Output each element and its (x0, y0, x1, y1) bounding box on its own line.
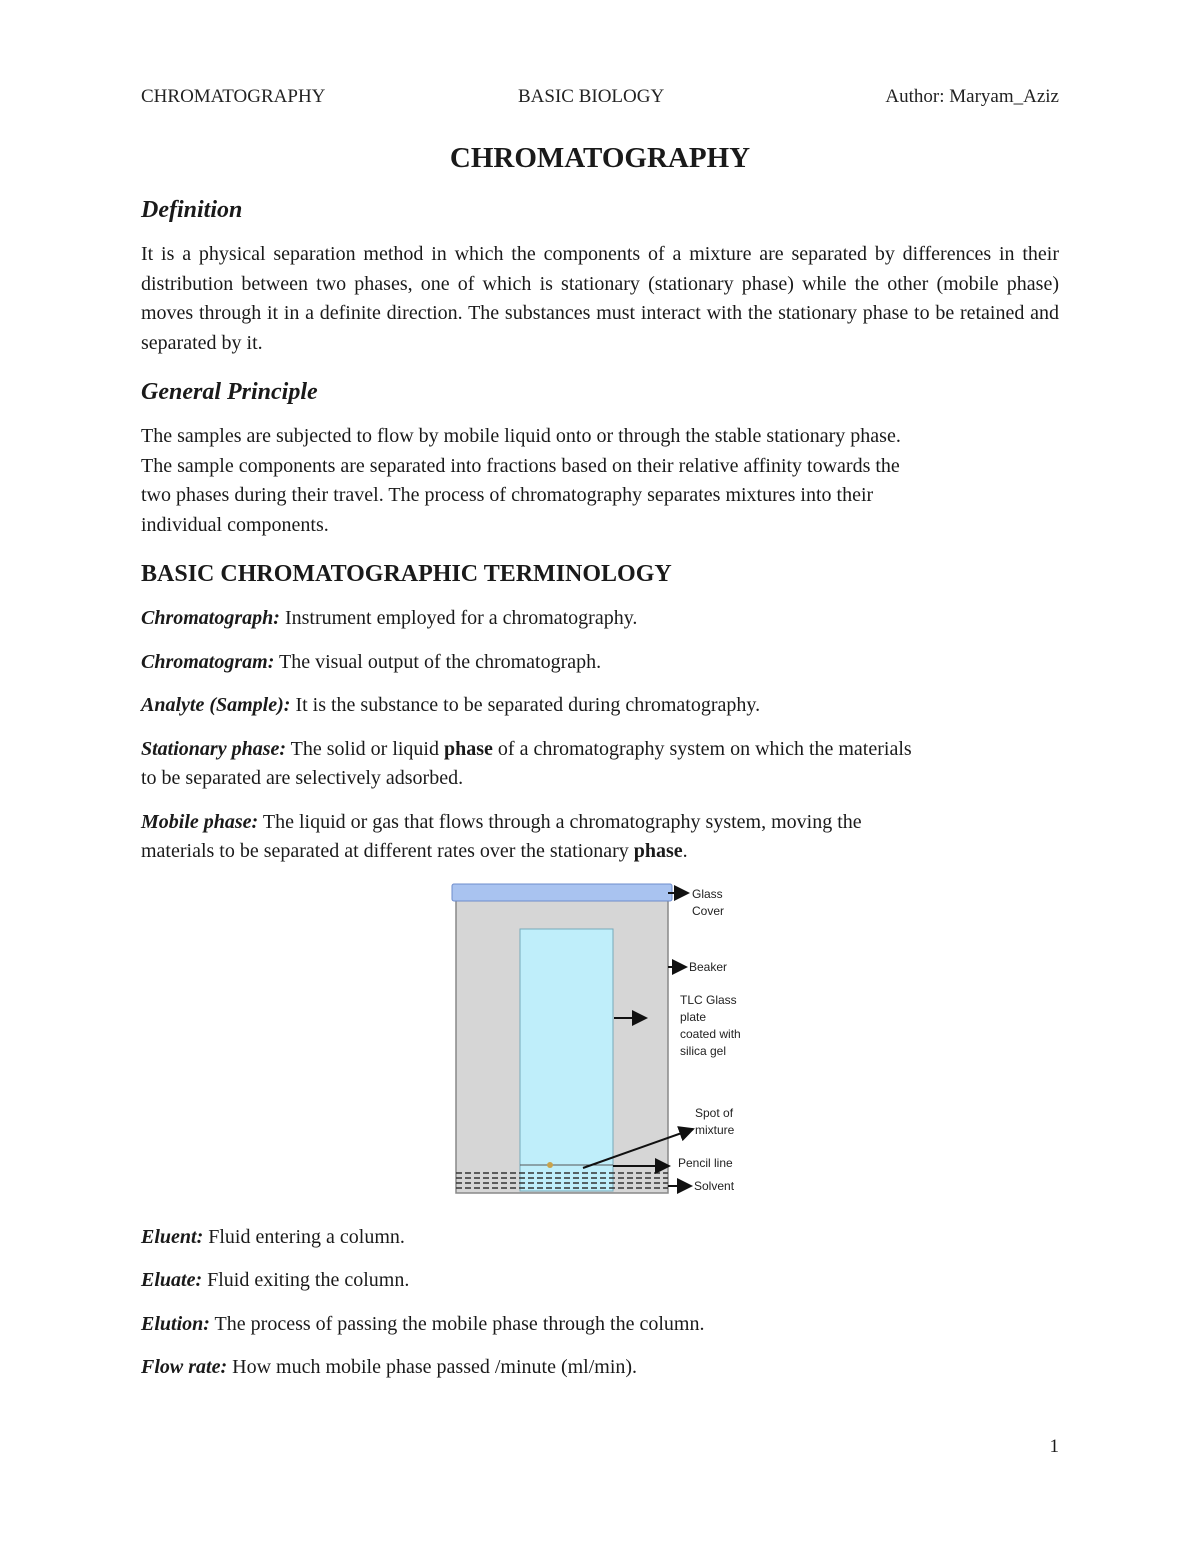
document-body (141, 138, 1059, 1383)
term-definition-line-2: materials to be separated at different rates over the stationary (141, 840, 634, 862)
label-glass: Glass (692, 886, 723, 901)
term-bold-word: phase (633, 840, 683, 862)
term-chromatogram (141, 648, 1059, 678)
term-definition: The process of passing the mobile phase through the column. (209, 1312, 705, 1335)
term-name: Elution: (141, 1312, 210, 1335)
principle-text (141, 422, 1059, 540)
term-analyte (141, 691, 1059, 721)
label-spot-1: Spot of (695, 1105, 734, 1120)
term-definition-cont: of a chromatography system on which the materials (492, 737, 912, 760)
terminology-heading: BASIC CHROMATOGRAPHIC TERMINOLOGY (141, 561, 672, 587)
term-flow-rate (141, 1353, 1059, 1383)
principle-heading: General Principle (141, 379, 318, 405)
mixture-spot (547, 1162, 553, 1168)
term-definition: The liquid or gas that flows through a chromatography system, moving the (258, 810, 862, 833)
term-stationary-phase (141, 735, 1059, 794)
header-left: CHROMATOGRAPHY (141, 86, 326, 107)
term-definition: Fluid entering a column. (203, 1225, 405, 1248)
tlc-diagram (141, 875, 1059, 1215)
term-definition: Instrument employed for a chromatography. (279, 607, 638, 629)
term-name: Stationary phase: (141, 737, 287, 760)
term-eluate (141, 1266, 1059, 1296)
header-center: BASIC BIOLOGY (518, 86, 665, 107)
label-tlc-4: silica gel (680, 1043, 727, 1058)
term-definition: Fluid exiting the column. (202, 1269, 410, 1291)
label-solvent: Solvent (694, 1178, 735, 1193)
principle-line-2: The sample components are separated into fractions based on their relative affinity towards the (141, 454, 900, 477)
term-name: Flow rate: (141, 1356, 228, 1378)
term-elution (141, 1310, 1059, 1340)
label-pencil-line: Pencil line (678, 1155, 733, 1170)
label-tlc-3: coated with (680, 1026, 741, 1041)
term-chromatograph (141, 604, 1059, 634)
term-definition-end: . (682, 840, 688, 862)
principle-line-4: individual components. (141, 513, 329, 536)
term-name: Eluent: (141, 1225, 204, 1248)
term-name: Mobile phase: (141, 810, 259, 833)
label-spot-2: mixture (695, 1122, 735, 1137)
term-bold-word: phase (444, 737, 493, 760)
term-eluent (141, 1223, 1059, 1253)
term-definition: How much mobile phase passed /minute (ml/min). (227, 1356, 638, 1378)
label-tlc-2: plate (680, 1009, 707, 1024)
principle-line-3: two phases during their travel. The process of chromatography separates mixtures into their (141, 484, 874, 506)
term-name: Chromatogram: (141, 650, 275, 673)
definition-text: It is a physical separation method in which the components of a mixture are separated by differences in their distribution between two phases, one of which is stationary (stationary phase) while the other (mobile phase) moves through it in a definite direction. The substances must interact with the stationary phase to be retained and separated by it. (141, 243, 1059, 354)
principle-line-1: The samples are subjected to flow by mobile liquid onto or through the stable stationary phase. (141, 425, 901, 447)
label-cover: Cover (692, 903, 725, 918)
term-name: Eluate: (141, 1269, 203, 1291)
term-name: Analyte (Sample): (141, 694, 291, 716)
term-mobile-phase (141, 808, 1059, 867)
label-tlc-1: TLC Glass (680, 992, 737, 1007)
tlc-plate (520, 929, 613, 1191)
term-definition-line-2: to be separated are selectively adsorbed. (141, 767, 464, 789)
term-definition: It is the substance to be separated during chromatography. (290, 694, 761, 716)
glass-cover (452, 884, 672, 901)
term-definition: The visual output of the chromatograph. (274, 650, 602, 673)
term-definition: The solid or liquid (286, 737, 444, 760)
term-name: Chromatograph: (141, 607, 280, 629)
running-header (141, 86, 1059, 110)
label-beaker: Beaker (689, 959, 728, 974)
page-number: 1 (1049, 1436, 1059, 1457)
definition-heading: Definition (141, 197, 243, 223)
page-title: CHROMATOGRAPHY (449, 142, 751, 174)
tlc-diagram-svg (446, 875, 766, 1215)
header-author: Author: Maryam_Aziz (885, 86, 1059, 107)
